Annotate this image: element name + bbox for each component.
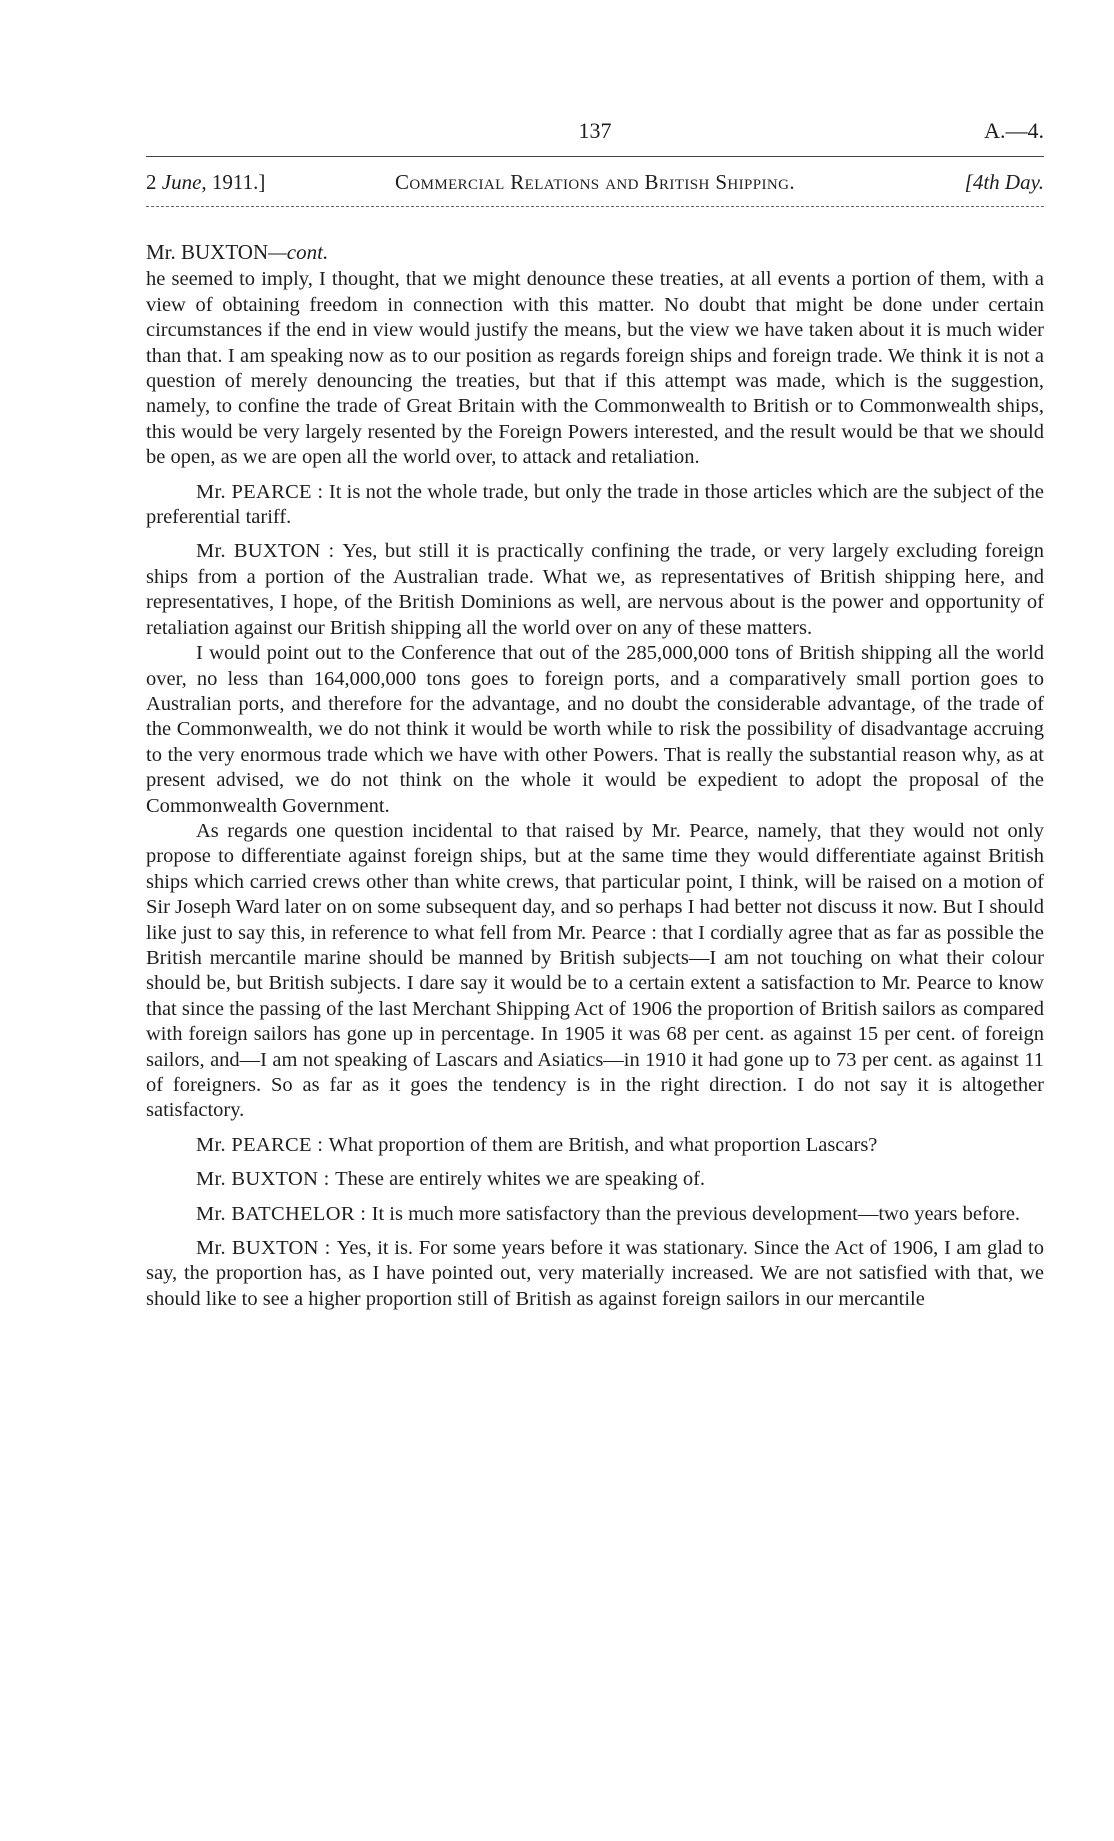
date-month: June: [161, 170, 202, 194]
header-rule: [146, 156, 1044, 157]
continued-suffix: —cont.: [268, 240, 329, 264]
speaker-label: Mr. BUXTON :: [196, 1237, 337, 1260]
paragraph-text: What proportion of them are British, and what proportion Lascars?: [328, 1133, 878, 1156]
running-head-day: [4th Day.: [964, 170, 1044, 194]
page-header: [146, 118, 1044, 148]
paragraph-text: I would point out to the Conference that out of the 285,000,000 tons of British shipping all the world over, no less than 164,000,000 tons goes to foreign ports, and a comparatively small portion goes to Australian ports, and therefore for the advantage, and no doubt the considerable advantage, of the trade of the Commonwealth, we do not think it would be worth while to risk the possibility of disadvantage accruing to the very enormous trade which we have with other Powers. That is really the substantial reason why, as at present advised, we do not think on the whole it would be expedient to adopt the proposal of the Commonwealth Government.: [146, 642, 1044, 817]
paragraph-5: [146, 819, 1044, 1124]
continued-speaker-name: Mr. BUXTON: [146, 240, 269, 264]
continued-speaker-heading: [146, 240, 1044, 265]
paragraph-4: [146, 641, 1044, 819]
paragraph-text: It is not the whole trade, but only the trade in those articles which are the subject of the preferential tariff.: [146, 480, 1044, 529]
running-head-rule: [146, 206, 1044, 207]
paper-reference: A.—4.: [984, 118, 1044, 143]
paragraph-8: [146, 1202, 1044, 1227]
speaker-label: Mr. BATCHELOR :: [196, 1202, 372, 1225]
speaker-label: Mr. PEARCE :: [196, 1133, 329, 1156]
speaker-label: Mr. PEARCE :: [196, 480, 329, 503]
paragraph-text: These are entirely whites we are speaking of.: [335, 1168, 706, 1191]
date-day: 2: [146, 170, 162, 194]
paragraph-3: [146, 539, 1044, 641]
paragraph-2: [146, 480, 1044, 531]
transcript-body: [146, 240, 1044, 1321]
running-head-title: Commercial Relations and British Shipping.: [394, 170, 796, 194]
paragraph-text: As regards one question incidental to that raised by Mr. Pearce, namely, that they would not only propose to differentiate against foreign ships, but at the same time they would differentiate against British ships which carried crews other than white crews, that particular point, I think, will be raised on a motion of Sir Joseph Ward later on on some subsequent day, and so perhaps I had better not discuss it now. But I should like just to say this, in reference to what fell from Mr. Pearce : that I cordially agree that as far as possible the British mercantile marine should be manned by British subjects—I am not touching on what their colour should be, but British subjects. I dare say it would be to a certain extent a satisfaction to Mr. Pearce to know that since the passing of the last Merchant Shipping Act of 1906 the proportion of British sailors as compared with foreign sailors has gone up in percentage. In 1905 it was 68 per cent. as against 15 per cent. of foreign sailors, and—I am not speaking of Lascars and Asiatics—in 1910 it had gone up to 73 per cent. as against 11 of foreigners. So as far as it goes the tendency is in the right direction. I do not say it is altogether satisfactory.: [146, 819, 1044, 1122]
paragraph-text: It is much more satisfactory than the previous development—two years before.: [371, 1202, 1021, 1225]
paragraph-text: Yes, but still it is practically confining the trade, or very largely excluding foreign ships from a portion of the Australian trade. What we, as representatives of British shipping here, and representatives, I hope, of the British Dominions as well, are nervous about is the power and opportunity of retaliation against our British shipping all the world over on any of these matters.: [146, 540, 1044, 639]
date-year: , 1911.]: [201, 170, 266, 194]
paragraph-text: Yes, it is. For some years before it was stationary. Since the Act of 1906, I am glad to say, the proportion has, as I have pointed out, very materially increased. We are not satisfied with that, we should like to see a higher proportion still of British as against foreign sailors in our mercantile: [146, 1237, 1044, 1310]
page-number: 137: [578, 118, 612, 143]
paragraph-7: [146, 1167, 1044, 1192]
speaker-label: Mr. BUXTON :: [196, 1168, 336, 1191]
paragraph-6: [146, 1133, 1044, 1158]
speaker-label: Mr. BUXTON :: [196, 540, 343, 563]
paragraph-9: [146, 1236, 1044, 1312]
paragraph-text: he seemed to imply, I thought, that we might denounce these treaties, at all events a portion of them, with a view of obtaining freedom in connection with this matter. No doubt that might be done under certain circumstances if the end in view would justify the means, but the view we have taken about it is much wider than that. I am speaking now as to our position as regards foreign ships and foreign trade. We think it is not a question of merely denouncing the treaties, but that if this attempt was made, which is the suggestion, namely, to confine the trade of Great Britain with the Commonwealth to British or to Commonwealth ships, this would be very largely resented by the Foreign Powers interested, and the result would be that we should be open, as we are open all the world over, to attack and retaliation.: [146, 268, 1044, 469]
paragraph-1: [146, 267, 1044, 470]
running-head: [146, 170, 1044, 200]
